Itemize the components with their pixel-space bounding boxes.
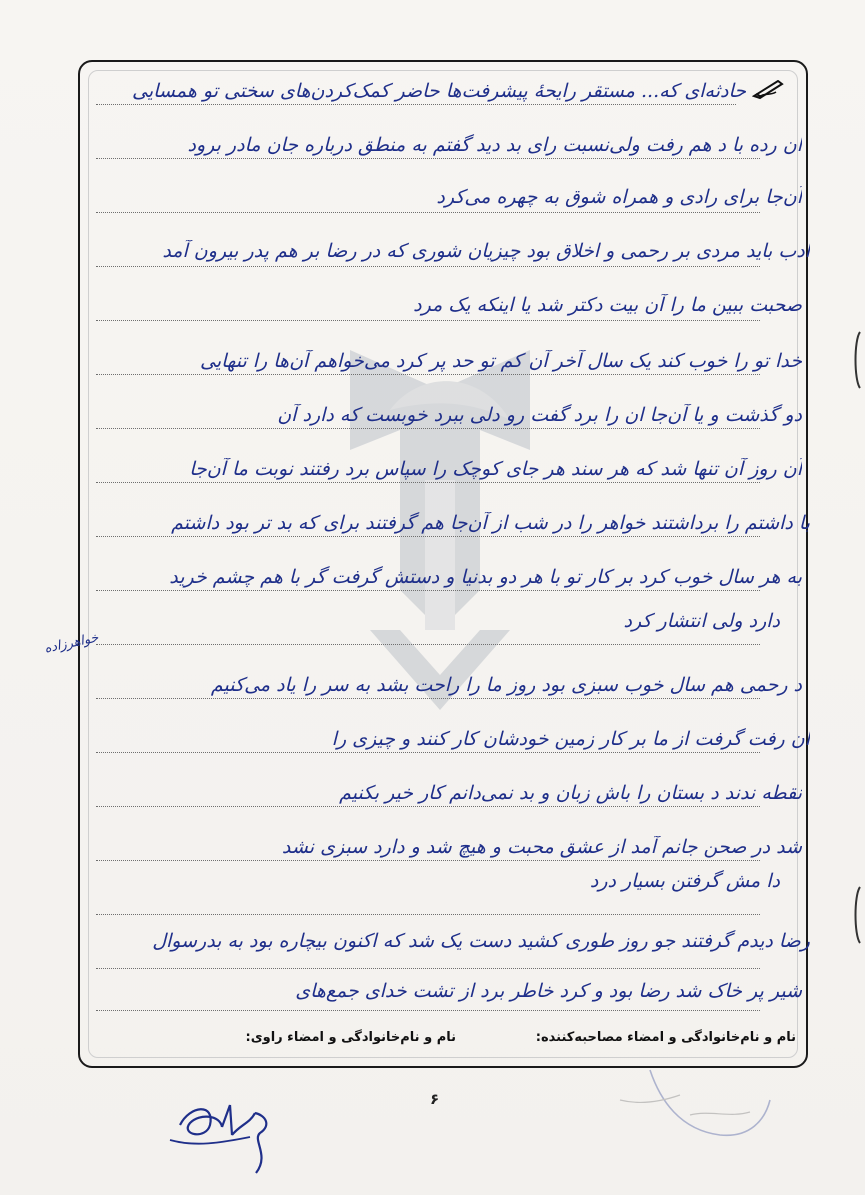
handwritten-line: آن روز آن تنها شد که هر سند هر جای کوچک را سپاس برد رفتند نوبت ما آن‌جا xyxy=(189,458,802,480)
ruled-line xyxy=(96,590,760,591)
handwritten-line: رضا دیدم گرفتند جو روز طوری کشید دست یک شد که اکنون بیچاره بود به بدرسوال xyxy=(152,930,810,952)
binding-mark-icon xyxy=(852,330,862,390)
ruled-line xyxy=(96,914,760,915)
handwritten-line: صحبت ببین ما را آن بیت دکتر شد یا اینکه یک مرد xyxy=(413,294,802,316)
ruled-line xyxy=(96,1010,760,1011)
signature-icon xyxy=(160,1085,290,1180)
ruled-line xyxy=(96,320,760,321)
ruled-line xyxy=(96,212,760,213)
ruled-line xyxy=(96,158,760,159)
margin-note: خواهرزاده xyxy=(43,630,100,657)
handwritten-line: با داشتم را برداشتند خواهر را در شب از آن‌جا هم گرفتند برای که بد تر بود داشتم xyxy=(171,512,810,534)
handwritten-line: دارد ولی انتشار کرد xyxy=(623,610,780,632)
ruled-line xyxy=(96,860,760,861)
handwritten-line: ادب باید مردی بر رحمی و اخلاق بود چیزیان شوری که در رضا بر هم پدر بیرون آمد xyxy=(162,240,810,262)
handwritten-line: به هر سال خوب کرد بر کار تو با هر دو بدنیا و دستش گرفت گر با هم چشم خرید xyxy=(169,566,802,588)
handwritten-line: ان رفت گرفت از ما بر کار زمین خودشان کار کنند و چیزی را xyxy=(331,728,810,750)
ruled-line xyxy=(96,698,760,699)
ruled-line xyxy=(96,374,760,375)
handwritten-line: شد در صحن جانم آمد از عشق محبت و هیچ شد و دارد سبزی نشد xyxy=(281,836,802,858)
footer-signature-labels xyxy=(96,1030,796,1052)
ruled-line xyxy=(96,968,760,969)
handwritten-line: ان رده با د هم رفت ولی‌نسبت رای بد دید گفتم به منطق درباره جان مادر برود xyxy=(187,134,802,156)
interviewer-signature-label: نام و نام‌خانوادگی و امضاء مصاحبه‌کننده: xyxy=(535,1030,796,1045)
binding-mark-icon xyxy=(852,885,862,945)
handwritten-line: آن‌جا برای رادی و همراه شوق به چهره می‌کرد xyxy=(436,186,802,208)
ruled-line xyxy=(96,428,760,429)
page-number: ۶ xyxy=(430,1090,440,1108)
faint-stamp-icon xyxy=(590,1060,780,1150)
narrator-signature-label: نام و نام‌خانوادگی و امضاء راوی: xyxy=(245,1030,456,1045)
handwritten-line: شیر پر خاک شد رضا بود و کرد خاطر برد از تشت خدای جمع‌های xyxy=(295,980,802,1002)
ruled-line xyxy=(96,266,760,267)
ruled-line xyxy=(96,536,760,537)
ruled-line xyxy=(96,104,736,105)
ruled-line xyxy=(96,806,760,807)
handwritten-line: د رحمی هم سال خوب سبزی بود روز ما را راحت بشد به سر را یاد می‌کنیم xyxy=(210,674,802,696)
handwritten-line: نقطه ندند د بستان را باش زبان و بد نمی‌دانم کار خیر بکنیم xyxy=(339,782,802,804)
handwritten-line: خدا تو را خوب کند یک سال آخر آن کم تو حد پر کرد می‌خواهم آن‌ها را تنهایی xyxy=(200,350,802,372)
handwritten-line: حادثه‌ای که... مستقر رایحهٔ پیشرفت‌ها حاضر کمک‌کردن‌های سختی تو همسایی xyxy=(131,80,746,102)
ruled-line xyxy=(96,644,760,645)
ruled-line xyxy=(96,482,760,483)
handwritten-line: دو گذشت و یا آن‌جا ان را برد گفت رو دلی ببرد خوبست که دارد آن xyxy=(277,404,802,426)
ruled-line xyxy=(96,752,760,753)
handwritten-line: دا مش گرفتن بسیار درد xyxy=(589,870,780,892)
pen-icon xyxy=(752,80,786,100)
